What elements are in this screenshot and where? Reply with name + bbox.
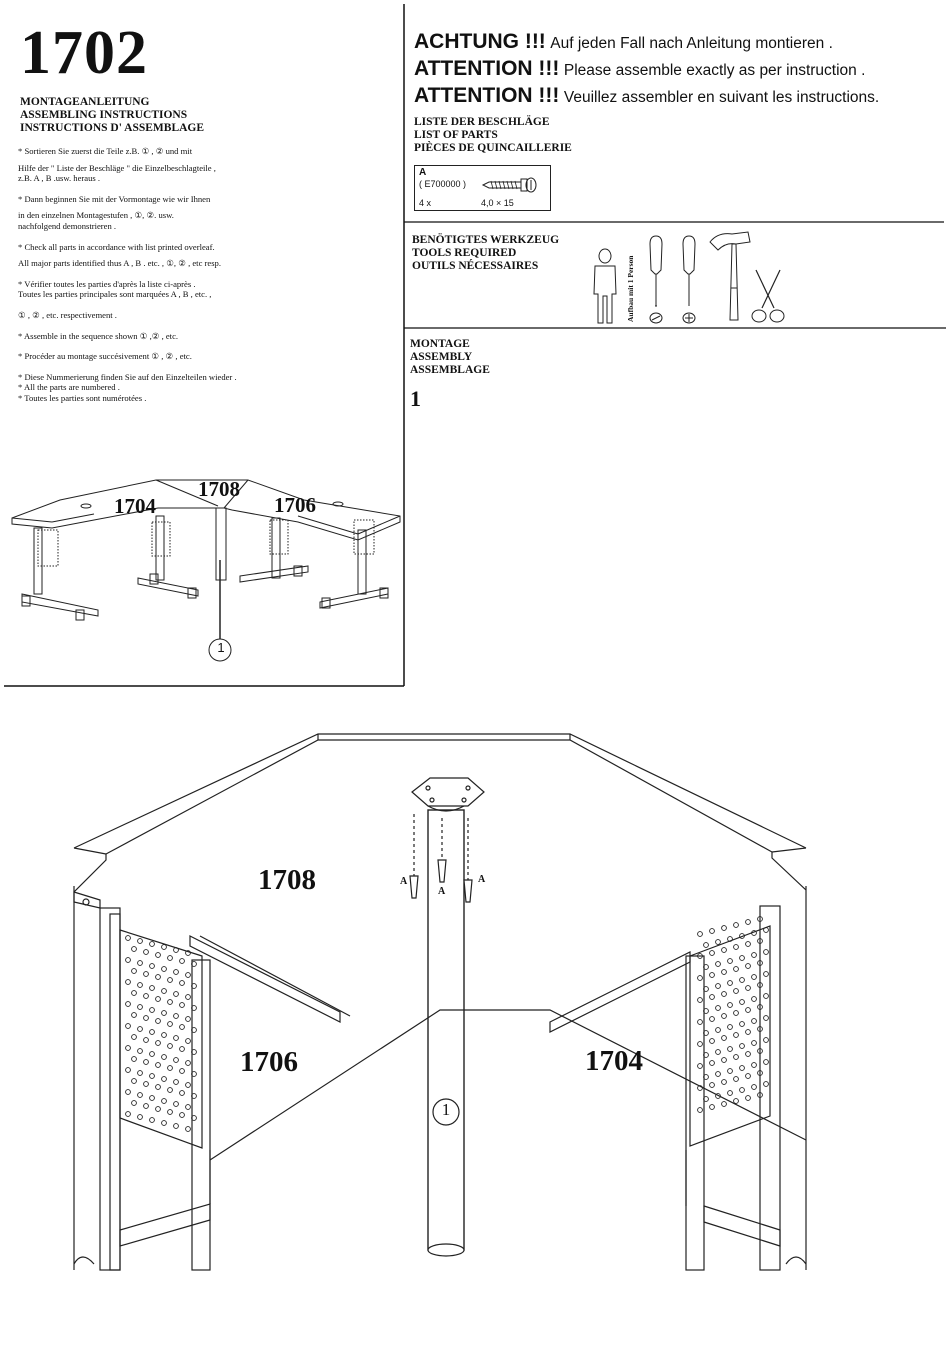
tools-heading-fr: OUTILS NÉCESSAIRES — [412, 260, 539, 272]
overview-callout-number: 1 — [217, 640, 225, 655]
perforation-hole — [138, 1027, 143, 1032]
perforation-hole — [734, 945, 739, 950]
perforation-hole — [132, 1079, 137, 1084]
perforation-hole — [156, 953, 161, 958]
perforation-hole — [126, 958, 131, 963]
perforation-hole — [144, 1104, 149, 1109]
perforation-hole — [704, 1075, 709, 1080]
perforation-hole — [156, 997, 161, 1002]
perforation-hole — [126, 1046, 131, 1051]
perforation-hole — [734, 967, 739, 972]
perforation-hole — [698, 1020, 703, 1025]
perforation-hole — [138, 1005, 143, 1010]
perforation-hole — [126, 1112, 131, 1117]
perforation-hole — [758, 961, 763, 966]
part-code: ( E700000 ) — [419, 179, 467, 189]
screw-label-a: A — [478, 874, 486, 885]
assembly-heading-en: ASSEMBLY — [410, 351, 473, 363]
perforation-hole — [758, 1027, 763, 1032]
perforation-hole — [162, 1055, 167, 1060]
perforation-hole — [132, 991, 137, 996]
perforation-hole — [764, 950, 769, 955]
screw-label-a: A — [438, 886, 446, 897]
perforation-hole — [156, 1063, 161, 1068]
perforation-hole — [138, 1093, 143, 1098]
perforation-hole — [746, 964, 751, 969]
perforation-hole — [728, 1047, 733, 1052]
perforation-hole — [710, 1083, 715, 1088]
perforation-hole — [740, 956, 745, 961]
tools-heading-en: TOOLS REQUIRED — [412, 247, 517, 259]
perforation-hole — [716, 1072, 721, 1077]
perforation-hole — [144, 950, 149, 955]
perforation-hole — [752, 953, 757, 958]
perforation-hole — [162, 967, 167, 972]
step-line: Toutes les parties principales sont marquées A , B , etc. , — [18, 289, 212, 300]
perforation-hole — [752, 1019, 757, 1024]
warning-title: ATTENTION !!! — [414, 57, 560, 80]
perforation-hole — [174, 948, 179, 953]
perforation-hole — [192, 1006, 197, 1011]
perforation-hole — [704, 943, 709, 948]
perforation-hole — [704, 1053, 709, 1058]
perforation-hole — [722, 970, 727, 975]
perforation-hole — [168, 978, 173, 983]
perforation-hole — [174, 1080, 179, 1085]
perforated-panel-right — [692, 926, 782, 1136]
perforation-hole — [150, 1030, 155, 1035]
perforation-hole — [746, 1008, 751, 1013]
perforation-hole — [132, 1013, 137, 1018]
parts-heading-en: LIST OF PARTS — [414, 129, 498, 141]
perforation-hole — [156, 1019, 161, 1024]
perforation-hole — [728, 937, 733, 942]
perforation-hole — [144, 972, 149, 977]
perforation-hole — [752, 1041, 757, 1046]
perforation-hole — [168, 1088, 173, 1093]
perforation-hole — [716, 1028, 721, 1033]
perforation-hole — [704, 965, 709, 970]
perforation-hole — [764, 1016, 769, 1021]
warning-text: Please assemble exactly as per instruction . — [563, 62, 866, 79]
step-line: * Assemble in the sequence shown ① ,② , etc. — [18, 330, 179, 341]
detail-label-1706: 1706 — [240, 1046, 298, 1078]
perforation-hole — [156, 975, 161, 980]
perforation-hole — [764, 1082, 769, 1087]
perforation-hole — [138, 1071, 143, 1076]
perforation-hole — [156, 1041, 161, 1046]
warning-title: ATTENTION !!! — [414, 84, 560, 107]
warning-title: ACHTUNG !!! — [414, 30, 546, 53]
perforation-hole — [704, 1009, 709, 1014]
perforation-hole — [168, 1066, 173, 1071]
perforated-panel-left — [120, 930, 210, 1140]
perforation-hole — [192, 1028, 197, 1033]
perforation-hole — [144, 1016, 149, 1021]
perforation-hole — [138, 1049, 143, 1054]
part-quantity: 4 x — [419, 198, 432, 208]
detail-label-1704: 1704 — [585, 1045, 643, 1077]
perforation-hole — [186, 973, 191, 978]
perforation-hole — [704, 1097, 709, 1102]
perforation-hole — [186, 1083, 191, 1088]
step-line: * Toutes les parties sont numérotées . — [18, 392, 147, 403]
perforation-hole — [704, 1031, 709, 1036]
perforation-hole — [192, 1050, 197, 1055]
perforation-hole — [698, 932, 703, 937]
perforation-hole — [126, 936, 131, 941]
perforation-hole — [138, 983, 143, 988]
perforation-hole — [180, 1069, 185, 1074]
perforation-hole — [126, 980, 131, 985]
detail-callout-number: 1 — [441, 1100, 451, 1119]
perforation-hole — [174, 1058, 179, 1063]
perforation-hole — [174, 1124, 179, 1129]
perforation-hole — [192, 962, 197, 967]
person-note-text: Aufbau mit 1 Person — [626, 255, 635, 322]
perforation-hole — [174, 1036, 179, 1041]
perforation-hole — [132, 1035, 137, 1040]
perforation-hole — [162, 1033, 167, 1038]
screw-label-a: A — [400, 876, 408, 887]
perforation-hole — [722, 1014, 727, 1019]
perforation-hole — [162, 1011, 167, 1016]
tools-heading-de: BENÖTIGTES WERKZEUG — [412, 234, 560, 246]
detail-label-1708: 1708 — [258, 864, 316, 896]
perforation-hole — [156, 1107, 161, 1112]
perforation-hole — [728, 1025, 733, 1030]
assembly-heading-fr: ASSEMBLAGE — [410, 364, 490, 376]
perforation-hole — [722, 926, 727, 931]
perforation-hole — [710, 951, 715, 956]
perforation-hole — [722, 1080, 727, 1085]
parts-heading-de: LISTE DER BESCHLÄGE — [414, 116, 550, 128]
perforation-hole — [764, 972, 769, 977]
perforation-hole — [716, 984, 721, 989]
perforation-hole — [180, 1113, 185, 1118]
step-number: 1 — [410, 386, 421, 411]
perforation-hole — [186, 1039, 191, 1044]
perforation-hole — [734, 1033, 739, 1038]
step-line: nachfolgend demonstrieren . — [18, 220, 117, 231]
perforation-hole — [698, 1108, 703, 1113]
perforation-hole — [144, 1060, 149, 1065]
perforation-hole — [710, 929, 715, 934]
perforation-hole — [704, 987, 709, 992]
perforation-hole — [192, 1094, 197, 1099]
perforation-hole — [710, 1061, 715, 1066]
perforation-hole — [698, 954, 703, 959]
perforation-hole — [162, 1099, 167, 1104]
perforation-hole — [174, 992, 179, 997]
perforation-hole — [752, 931, 757, 936]
perforation-hole — [144, 1082, 149, 1087]
perforation-hole — [180, 1091, 185, 1096]
perforation-hole — [180, 959, 185, 964]
perforation-hole — [174, 970, 179, 975]
perforation-hole — [186, 1127, 191, 1132]
perforation-hole — [192, 1072, 197, 1077]
perforation-hole — [752, 997, 757, 1002]
perforation-hole — [168, 1000, 173, 1005]
perforation-hole — [126, 1024, 131, 1029]
perforation-hole — [710, 1105, 715, 1110]
perforation-hole — [162, 945, 167, 950]
perforation-hole — [150, 1052, 155, 1057]
perforation-hole — [144, 1038, 149, 1043]
perforation-hole — [746, 1052, 751, 1057]
perforation-hole — [186, 995, 191, 1000]
step-line: * Sortieren Sie zuerst die Teile z.B. ① , ② und mit — [18, 146, 193, 156]
perforation-hole — [162, 1077, 167, 1082]
perforation-hole — [734, 1011, 739, 1016]
perforation-hole — [132, 947, 137, 952]
heading-line-fr: INSTRUCTIONS D' ASSEMBLAGE — [20, 122, 205, 134]
perforation-hole — [150, 1074, 155, 1079]
warning-text: Auf jeden Fall nach Anleitung montieren . — [550, 35, 833, 52]
step-line: Hilfe der " Liste der Beschläge " die Einzelbeschlagteile , — [18, 162, 216, 173]
perforation-hole — [168, 1110, 173, 1115]
perforation-hole — [186, 1105, 191, 1110]
perforation-hole — [740, 1066, 745, 1071]
perforation-hole — [710, 995, 715, 1000]
perforation-hole — [734, 1099, 739, 1104]
perforation-hole — [698, 1064, 703, 1069]
overview-label-1708: 1708 — [198, 477, 240, 501]
perforation-hole — [150, 986, 155, 991]
perforation-hole — [132, 1101, 137, 1106]
perforation-hole — [156, 1085, 161, 1090]
perforation-hole — [740, 934, 745, 939]
perforation-hole — [168, 1044, 173, 1049]
perforation-hole — [716, 1050, 721, 1055]
perforation-hole — [180, 1047, 185, 1052]
step-line: * Dann beginnen Sie mit der Vormontage wie wir Ihnen — [18, 193, 211, 204]
perforation-hole — [758, 1005, 763, 1010]
perforation-hole — [138, 961, 143, 966]
perforation-hole — [752, 975, 757, 980]
perforation-hole — [132, 969, 137, 974]
perforation-hole — [746, 1096, 751, 1101]
perforation-hole — [162, 1121, 167, 1126]
perforation-hole — [746, 986, 751, 991]
perforation-hole — [764, 1060, 769, 1065]
perforation-hole — [698, 976, 703, 981]
perforation-hole — [722, 1036, 727, 1041]
perforation-hole — [698, 998, 703, 1003]
part-size: 4,0 × 15 — [481, 198, 514, 208]
perforation-hole — [186, 1061, 191, 1066]
warning-text: Veuillez assembler en suivant les instructions. — [563, 89, 880, 106]
step-line: * All the parts are numbered . — [18, 382, 120, 393]
perforation-hole — [126, 1002, 131, 1007]
parts-heading-fr: PIÈCES DE QUINCAILLERIE — [414, 142, 572, 154]
part-letter: A — [419, 167, 427, 178]
model-number: 1702 — [20, 19, 148, 87]
perforation-hole — [728, 1069, 733, 1074]
perforation-hole — [126, 1090, 131, 1095]
perforation-hole — [728, 959, 733, 964]
perforation-hole — [150, 942, 155, 947]
overview-label-1704: 1704 — [114, 494, 156, 518]
perforation-hole — [162, 989, 167, 994]
perforation-hole — [150, 1096, 155, 1101]
perforation-hole — [174, 1014, 179, 1019]
perforation-hole — [710, 973, 715, 978]
heading-line-de: MONTAGEANLEITUNG — [20, 96, 150, 108]
perforation-hole — [728, 1091, 733, 1096]
perforation-hole — [186, 1017, 191, 1022]
perforation-hole — [728, 981, 733, 986]
perforation-hole — [716, 1006, 721, 1011]
perforation-hole — [180, 1003, 185, 1008]
perforation-hole — [126, 1068, 131, 1073]
perforation-hole — [746, 1030, 751, 1035]
step-line: ① , ② , etc. respectivement . — [18, 309, 117, 320]
perforation-hole — [150, 1118, 155, 1123]
perforation-hole — [752, 1063, 757, 1068]
perforation-hole — [722, 1058, 727, 1063]
perforation-hole — [716, 940, 721, 945]
perforation-hole — [722, 992, 727, 997]
perforation-hole — [132, 1057, 137, 1062]
perforation-hole — [192, 1116, 197, 1121]
perforation-hole — [180, 981, 185, 986]
perforation-hole — [764, 994, 769, 999]
perforation-hole — [740, 1000, 745, 1005]
perforation-hole — [734, 989, 739, 994]
step-line: * Diese Nummerierung finden Sie auf den Einzelteilen wieder . — [18, 371, 237, 382]
perforation-hole — [740, 1088, 745, 1093]
perforation-hole — [698, 1086, 703, 1091]
perforation-hole — [758, 1071, 763, 1076]
perforation-hole — [758, 983, 763, 988]
assembly-heading-de: MONTAGE — [410, 338, 470, 350]
perforation-hole — [752, 1085, 757, 1090]
step-line: All major parts identified thus A , B . etc. , ①, ② , etc resp. — [18, 258, 222, 269]
perforation-hole — [138, 1115, 143, 1120]
perforation-hole — [180, 1025, 185, 1030]
perforation-hole — [740, 1022, 745, 1027]
heading-line-en: ASSEMBLING INSTRUCTIONS — [20, 109, 188, 121]
step-line: * Check all parts in accordance with list printed overleaf. — [18, 241, 215, 252]
perforation-hole — [758, 939, 763, 944]
perforation-hole — [716, 962, 721, 967]
perforation-hole — [698, 1042, 703, 1047]
step-line: in den einzelnen Montagestufen , ①, ②. usw. — [18, 210, 174, 221]
perforation-hole — [186, 951, 191, 956]
perforation-hole — [764, 928, 769, 933]
perforation-hole — [716, 1094, 721, 1099]
perforation-hole — [722, 948, 727, 953]
perforation-hole — [746, 1074, 751, 1079]
perforation-hole — [150, 964, 155, 969]
perforation-hole — [168, 956, 173, 961]
perforation-hole — [764, 1038, 769, 1043]
perforation-hole — [174, 1102, 179, 1107]
perforation-hole — [722, 1102, 727, 1107]
perforation-hole — [728, 1003, 733, 1008]
perforation-hole — [740, 1044, 745, 1049]
overview-label-1706: 1706 — [274, 493, 316, 517]
perforation-hole — [168, 1022, 173, 1027]
perforation-hole — [150, 1008, 155, 1013]
perforation-hole — [746, 942, 751, 947]
perforation-hole — [740, 978, 745, 983]
step-line: z.B. A , B .usw. heraus . — [18, 173, 101, 184]
perforation-hole — [138, 939, 143, 944]
step-line: * Vérifier toutes les parties d'après la liste ci-après . — [18, 278, 196, 289]
perforation-hole — [758, 1049, 763, 1054]
perforation-hole — [710, 1017, 715, 1022]
perforation-hole — [144, 994, 149, 999]
perforation-hole — [758, 1093, 763, 1098]
step-line: * Procéder au montage succésivement ① , ② , etc. — [18, 351, 192, 362]
perforation-hole — [710, 1039, 715, 1044]
perforation-hole — [734, 1055, 739, 1060]
perforation-hole — [734, 1077, 739, 1082]
perforation-hole — [192, 984, 197, 989]
